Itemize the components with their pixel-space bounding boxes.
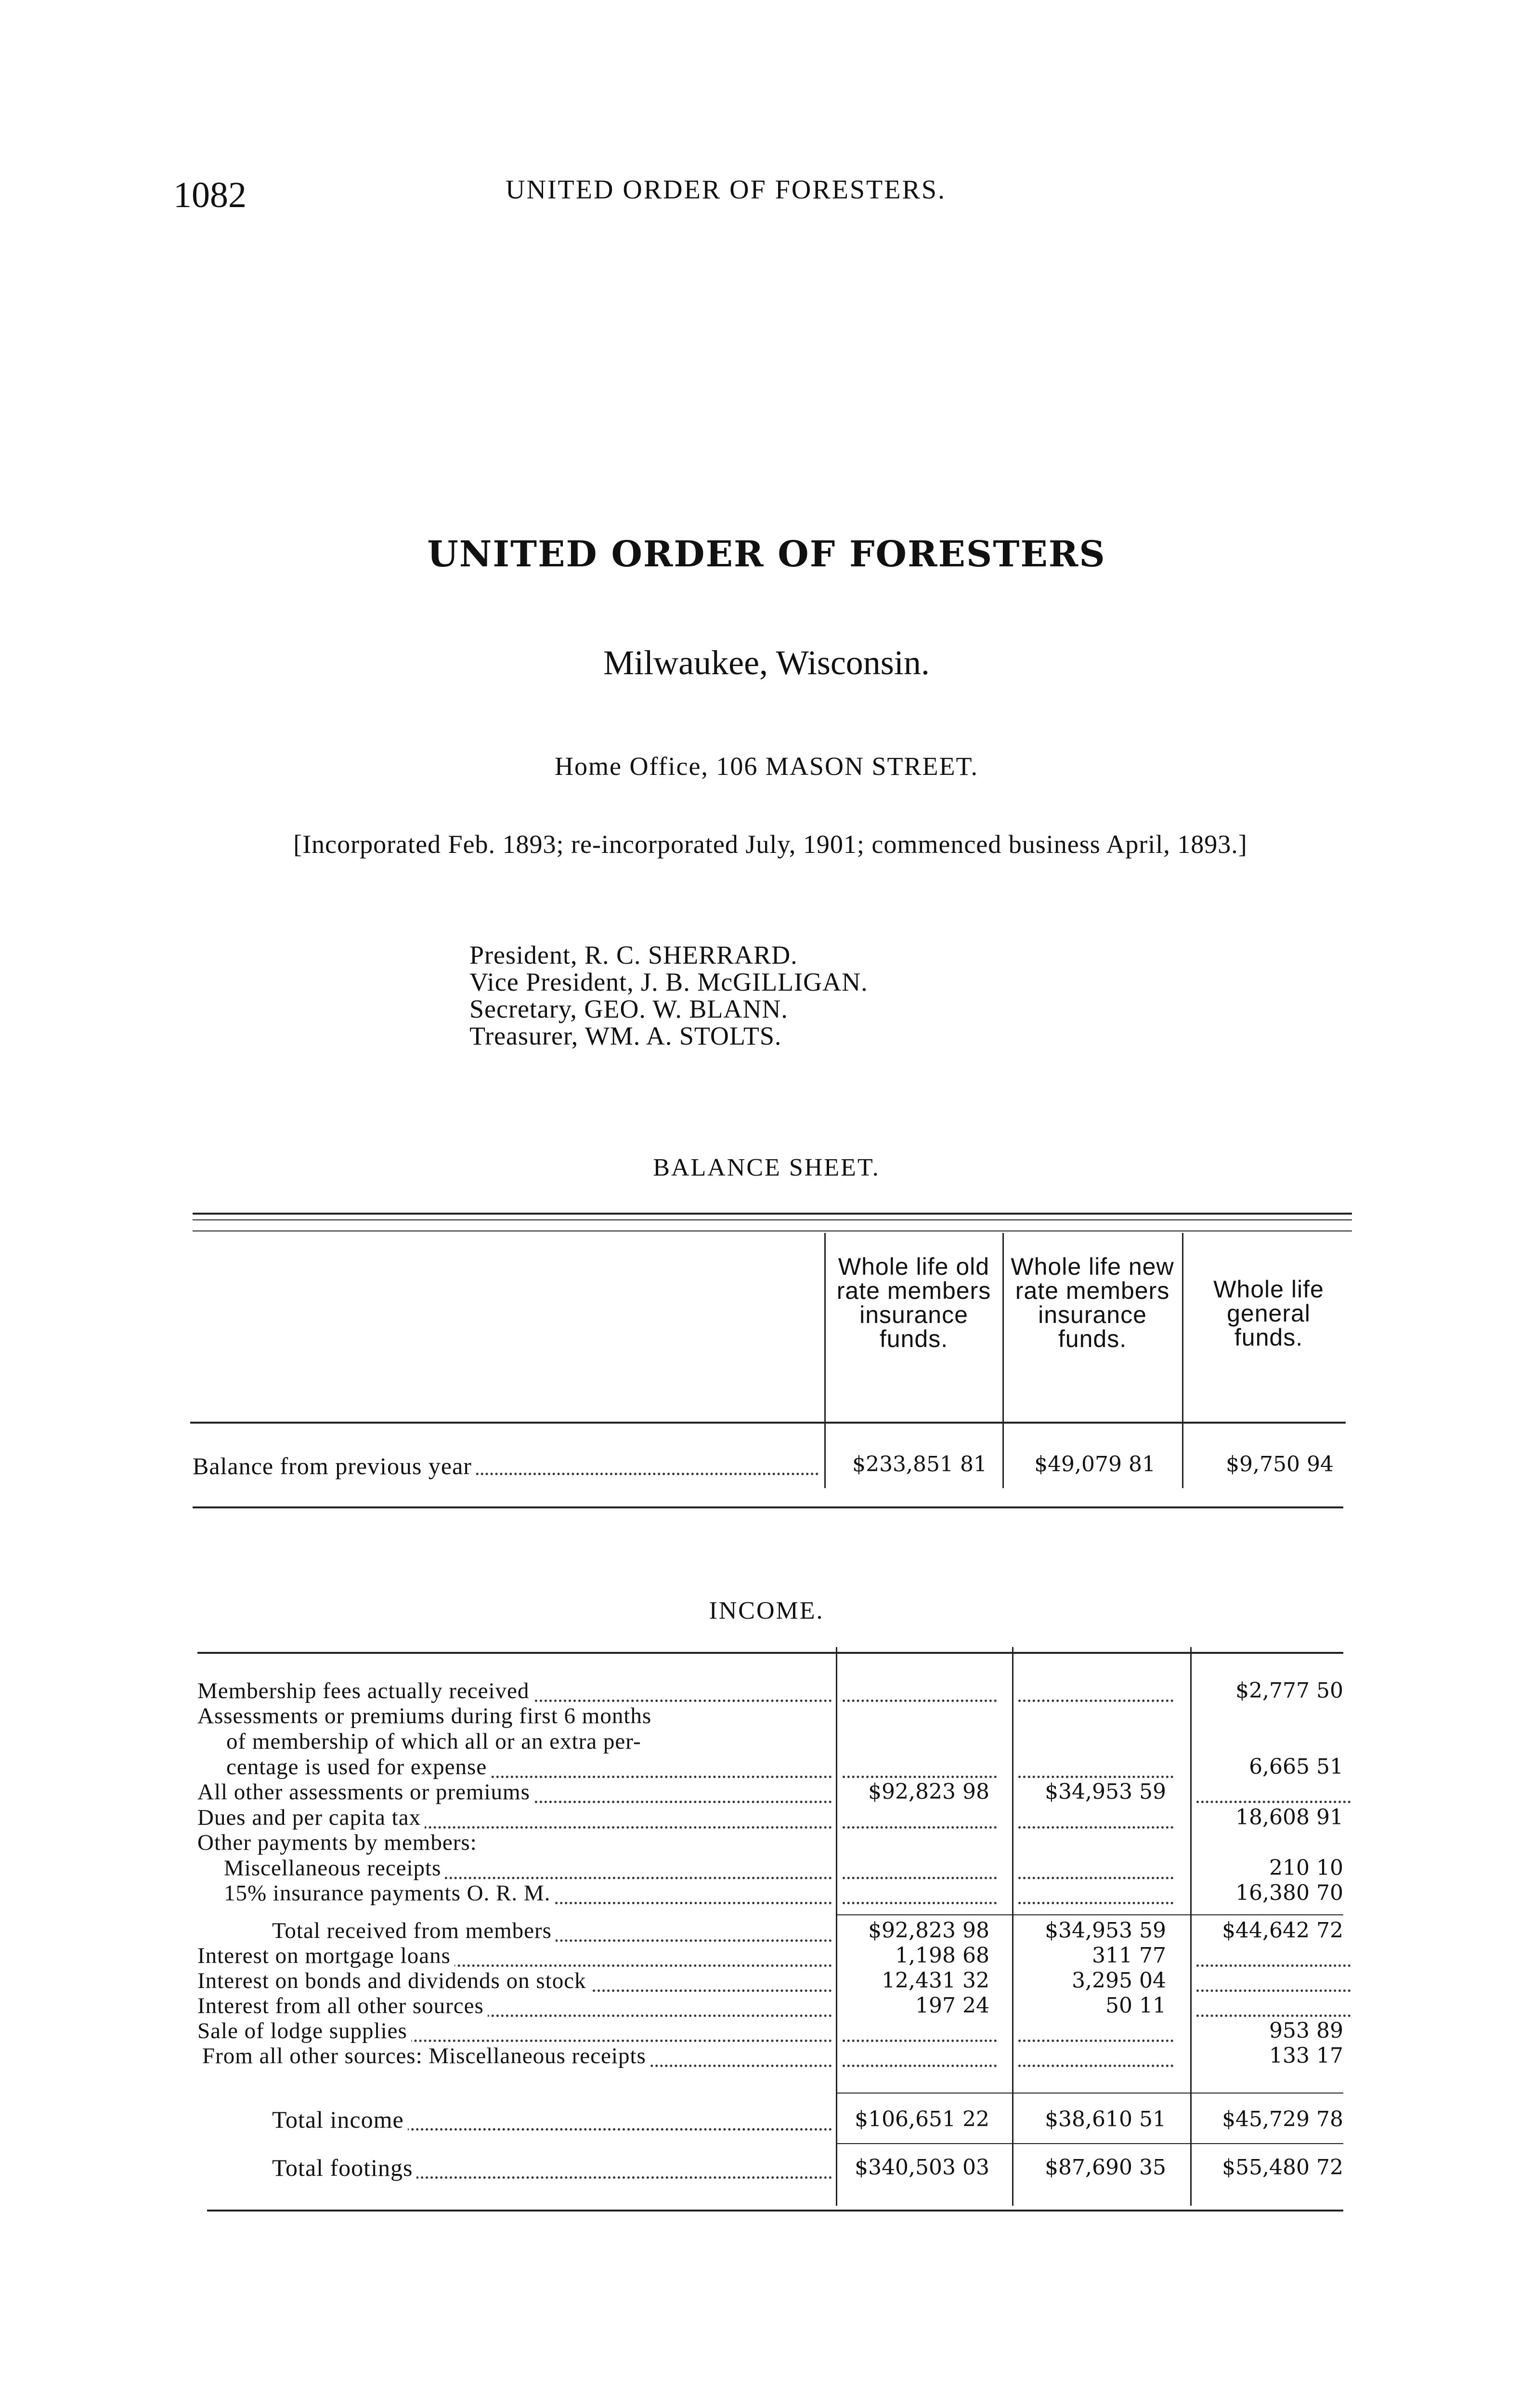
organization-title: UNITED ORDER OF FORESTERS bbox=[427, 534, 1106, 575]
income-value-col-3: $55,480 72 bbox=[1222, 2155, 1343, 2180]
income-row-label: All other assessments or premiums bbox=[197, 1780, 534, 1805]
income-value-col-3: 18,608 91 bbox=[1235, 1805, 1343, 1830]
income-footings-rule bbox=[836, 2143, 1343, 2144]
location: Milwaukee, Wisconsin. bbox=[603, 643, 930, 682]
income-col-divider-3 bbox=[1190, 1647, 1192, 2206]
income-row-label: Other payments by members: bbox=[197, 1830, 481, 1855]
balance-top-rule bbox=[193, 1213, 1352, 1215]
balance-row-label: Balance from previous year bbox=[193, 1453, 476, 1479]
balance-col-divider-2 bbox=[1002, 1233, 1004, 1488]
balance-col-header-general: Whole life general funds. bbox=[1213, 1276, 1324, 1351]
balance-value-old-rate: $233,851 81 bbox=[852, 1452, 987, 1477]
balance-value-new-rate: $49,079 81 bbox=[1034, 1452, 1156, 1477]
income-row-label: Dues and per capita tax bbox=[197, 1805, 425, 1830]
officers-list bbox=[469, 942, 868, 1049]
home-office: Home Office, 106 MASON STREET. bbox=[555, 752, 978, 781]
income-row-label: Interest on mortgage loans bbox=[197, 1943, 455, 1968]
balance-col-divider-1 bbox=[824, 1233, 826, 1488]
officer-treasurer: Treasurer, WM. A. STOLTS. bbox=[469, 1021, 782, 1050]
income-value-col-1: 12,431 32 bbox=[882, 1968, 989, 1993]
income-bottom-rule bbox=[207, 2210, 1343, 2212]
income-value-col-2: 3,295 04 bbox=[1072, 1968, 1166, 1993]
income-value-col-3: $44,642 72 bbox=[1222, 1918, 1343, 1943]
balance-top-rule-2 bbox=[193, 1219, 1352, 1220]
income-row-label: of membership of which all or an extra per- bbox=[226, 1729, 645, 1754]
income-row-label: Assessments or premiums during first 6 months bbox=[197, 1703, 655, 1728]
income-row-label: Membership fees actually received bbox=[197, 1678, 533, 1703]
income-col-divider-1 bbox=[836, 1647, 837, 2206]
balance-value-general: $9,750 94 bbox=[1226, 1452, 1334, 1477]
income-value-col-1: $340,503 03 bbox=[855, 2155, 989, 2180]
income-row-label: Miscellaneous receipts bbox=[224, 1856, 445, 1881]
income-row-label: Total footings bbox=[272, 2155, 416, 2180]
balance-col-header-old-rate: Whole life old rate members insurance funds. bbox=[836, 1253, 991, 1352]
income-value-col-3: 133 17 bbox=[1269, 2043, 1343, 2068]
income-value-col-2: $34,953 59 bbox=[1045, 1918, 1166, 1943]
income-value-col-1: $92,823 98 bbox=[868, 1780, 989, 1804]
income-heading: INCOME. bbox=[709, 1597, 824, 1624]
income-value-col-1: $92,823 98 bbox=[868, 1918, 989, 1943]
income-value-col-1: 1,198 68 bbox=[895, 1943, 989, 1968]
income-value-col-3: 210 10 bbox=[1269, 1856, 1343, 1880]
income-value-col-2: $38,610 51 bbox=[1045, 2107, 1166, 2132]
income-row-label: 15% insurance payments O. R. M. bbox=[224, 1881, 554, 1906]
income-top-rule bbox=[197, 1652, 1343, 1654]
income-value-col-3: 6,665 51 bbox=[1249, 1754, 1343, 1779]
balance-sheet-heading: BALANCE SHEET. bbox=[653, 1154, 880, 1181]
income-value-col-3: 16,380 70 bbox=[1235, 1881, 1343, 1905]
income-value-col-1: $106,651 22 bbox=[855, 2107, 989, 2132]
income-value-col-2: 311 77 bbox=[1092, 1943, 1166, 1968]
balance-col-divider-3 bbox=[1182, 1233, 1183, 1488]
income-row-label: Interest on bonds and dividends on stock bbox=[197, 1968, 590, 1993]
incorporation-note: [Incorporated Feb. 1893; re-incorporated July, 1901; commenced business April, 1893.] bbox=[293, 830, 1247, 859]
balance-header-rule bbox=[190, 1422, 1346, 1424]
income-value-col-3: 953 89 bbox=[1269, 2018, 1343, 2043]
income-row-label: Interest from all other sources bbox=[197, 1993, 488, 2018]
income-row-label: Total income bbox=[272, 2107, 408, 2132]
page-number: 1082 bbox=[173, 175, 247, 215]
income-value-col-3: $2,777 50 bbox=[1235, 1678, 1343, 1703]
income-value-col-1: 197 24 bbox=[915, 1993, 989, 2018]
balance-top-rule-3 bbox=[193, 1230, 1352, 1231]
balance-bottom-rule bbox=[193, 1506, 1343, 1508]
income-row-label: Total received from members bbox=[272, 1918, 556, 1943]
running-title: UNITED ORDER OF FORESTERS. bbox=[506, 175, 946, 205]
officer-vice-president: Vice President, J. B. McGILLIGAN. bbox=[469, 968, 868, 996]
income-row-label: centage is used for expense bbox=[226, 1754, 491, 1780]
officer-president: President, R. C. SHERRARD. bbox=[469, 941, 798, 969]
income-total-rule bbox=[836, 2093, 1343, 2094]
income-value-col-2: 50 11 bbox=[1105, 1993, 1166, 2018]
income-value-col-3: $45,729 78 bbox=[1222, 2107, 1343, 2132]
income-row-label: Sale of lodge supplies bbox=[197, 2018, 411, 2043]
income-value-col-2: $34,953 59 bbox=[1045, 1780, 1166, 1804]
income-subtotal-rule bbox=[836, 1914, 1343, 1915]
income-row-label: From all other sources: Miscellaneous receipts bbox=[202, 2043, 650, 2068]
income-value-col-2: $87,690 35 bbox=[1045, 2155, 1166, 2180]
officer-secretary: Secretary, GEO. W. BLANN. bbox=[469, 995, 788, 1023]
income-col-divider-2 bbox=[1012, 1647, 1013, 2206]
balance-col-header-new-rate: Whole life new rate members insurance funds. bbox=[1011, 1253, 1174, 1352]
